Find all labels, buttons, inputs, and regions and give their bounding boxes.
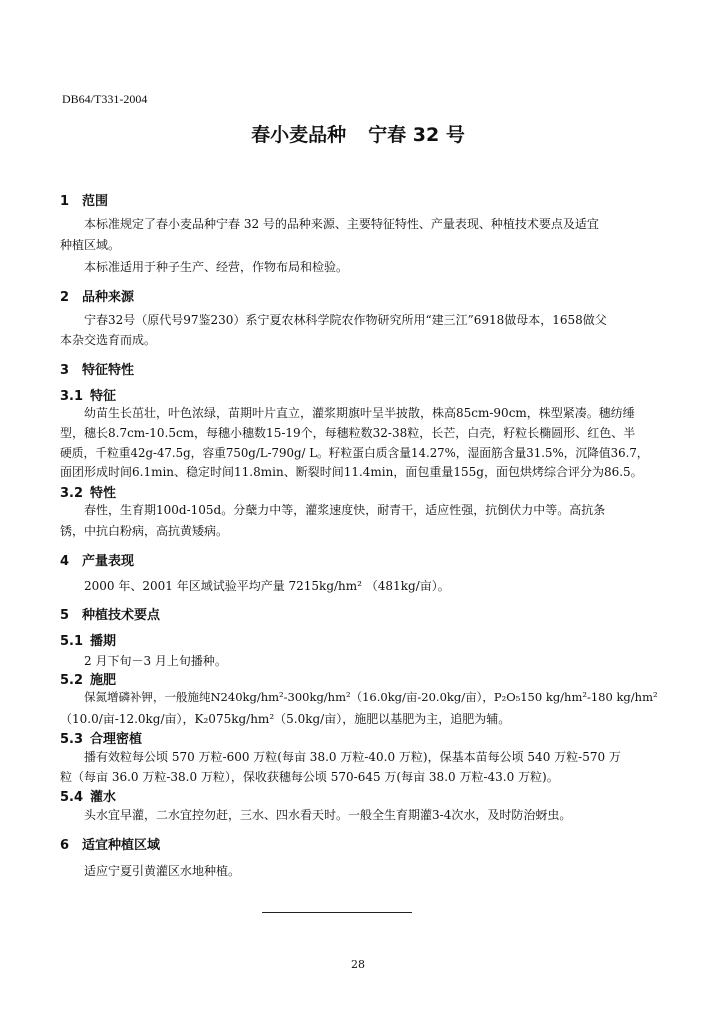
document-title xyxy=(0,120,716,147)
section-3-2-heading: 3.2 特性 xyxy=(60,486,117,501)
section-5-4-heading: 5.4 灌水 xyxy=(60,790,117,805)
section-6-line-1: 适应宁夏引黄灌区水地种植。 xyxy=(84,864,241,878)
section-5-4-line-1: 头水宜早灌，二水宜控勿赶，三水、四水看天时。一般全生育期灌3-4次水，及时防治蚜虫。 xyxy=(84,808,572,822)
section-3-1-line-2: 型，穗长8.7cm-10.5cm，每穗小穗数15-19个，每穗粒数32-38粒，长芒，白壳，籽粒长椭圆形、红色、半 xyxy=(60,426,636,440)
section-5-2-heading: 5.2 施肥 xyxy=(60,673,117,688)
section-3-1-heading: 3.1 特征 xyxy=(60,389,117,404)
title-main: 春小麦品种 xyxy=(251,124,347,146)
section-2-para-line-2: 本杂交选育而成。 xyxy=(60,333,157,347)
section-5-1-line-1: 2 月下旬－3 月上旬播种。 xyxy=(84,654,227,668)
section-2-para-line-1: 宁春32号（原代号97鉴230）系宁夏农林科学院农作物研究所用“建三江”6918做母本，1658做父 xyxy=(84,313,607,327)
section-1-para-2: 本标准适用于种子生产、经营，作物布局和检验。 xyxy=(84,260,349,274)
section-5-2-line-1: 保氮增磷补钾，一般施纯N240kg/hm²-300kg/hm²（16.0kg/亩-20.0kg/亩），P₂O₅150 kg/hm²-180 kg/hm² xyxy=(84,690,658,704)
section-3-1-line-1: 幼苗生长茁壮，叶色浓绿，苗期叶片直立，灌浆期旗叶呈半披散，株高85cm-90cm，株型紧凑。穗纺缍 xyxy=(84,406,635,420)
section-3-1-line-3: 硬质，千粒重42g-47.5g，容重750g/L-790g/ L。籽粒蛋白质含量14.27%，湿面筋含量31.5%，沉降值36.7， xyxy=(60,446,649,460)
standard-code: DB64/T331-2004 xyxy=(62,92,148,106)
title-variety: 宁春 32 号 xyxy=(368,124,465,146)
section-1-para-1-line-1: 本标准规定了春小麦品种宁春 32 号的品种来源、主要特征特性、产量表现、种植技术要点及适宜 xyxy=(84,217,599,231)
section-5-3-heading: 5.3 合理密植 xyxy=(60,732,143,747)
section-3-1-line-4: 面团形成时间6.1min、稳定时间11.8min、断裂时间11.4min，面包重量155g，面包烘烤综合评分为86.5。 xyxy=(60,465,643,479)
section-5-3-line-2: 粒（每亩 36.0 万粒-38.0 万粒），保收获穗每公顷 570-645 万(每亩 38.0 万粒-43.0 万粒)。 xyxy=(60,770,559,784)
section-2-heading: 2 品种来源 xyxy=(60,290,135,305)
section-3-2-line-2: 锈，中抗白粉病，高抗黄矮病。 xyxy=(60,524,229,538)
section-4-heading: 4 产量表现 xyxy=(60,554,135,569)
section-6-heading: 6 适宜种植区域 xyxy=(60,838,161,853)
section-5-1-heading: 5.1 播期 xyxy=(60,634,117,649)
section-4-line-1: 2000 年、2001 年区域试验平均产量 7215kg/hm² （481kg/亩）。 xyxy=(84,579,450,593)
section-1-para-1-line-2: 种植区域。 xyxy=(60,238,121,252)
section-5-2-line-2: （10.0/亩-12.0kg/亩），K₂075kg/hm²（5.0kg/亩），施肥以基肥为主，追肥为辅。 xyxy=(60,712,511,726)
end-rule xyxy=(262,912,412,913)
section-3-2-line-1: 春性，生育期100d-105d。分蘖力中等，灌浆速度快，耐青干，适应性强，抗倒伏力中等。高抗条 xyxy=(84,503,606,517)
section-1-heading: 1 范围 xyxy=(60,194,109,209)
section-3-heading: 3 特征特性 xyxy=(60,363,135,378)
section-5-3-line-1: 播有效粒每公顷 570 万粒-600 万粒(每亩 38.0 万粒-40.0 万粒)，保基本苗每公顷 540 万粒-570 万 xyxy=(84,750,621,764)
section-5-heading: 5 种植技术要点 xyxy=(60,608,161,623)
page-number: 28 xyxy=(351,958,365,971)
